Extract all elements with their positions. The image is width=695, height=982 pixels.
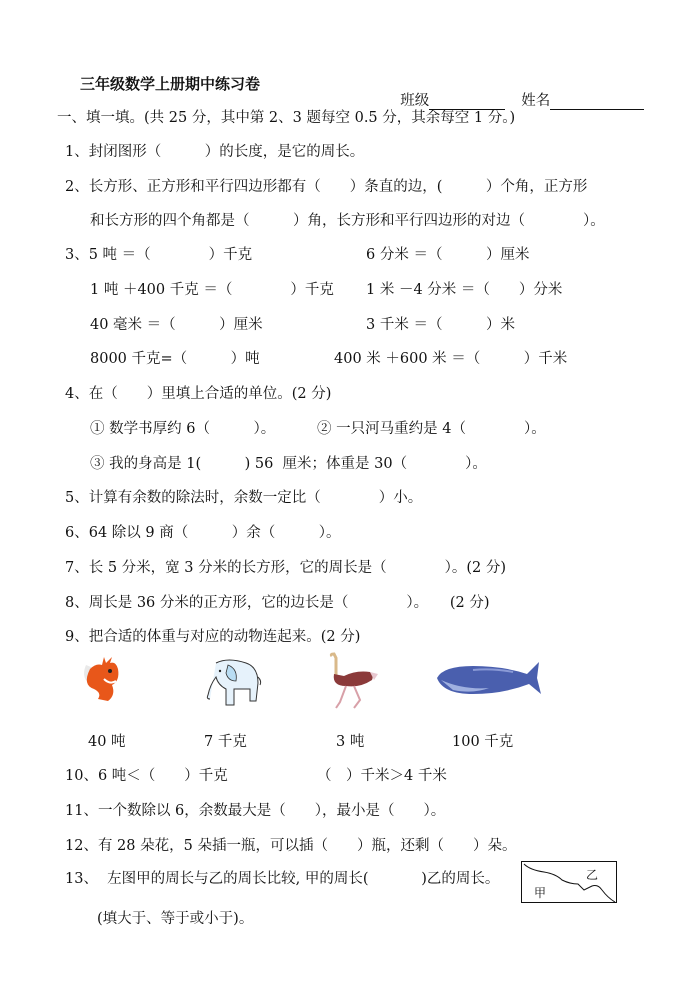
- question-3-r3-right: 3 千米 ＝（ ）米: [366, 317, 515, 333]
- weight-option-4: 100 千克: [452, 734, 514, 750]
- question-2-line1: 2、长方形、正方形和平行四边形都有（ ）条直的边，( ）个角，正方形: [65, 179, 588, 195]
- label-yi: 乙: [586, 868, 599, 882]
- question-10-left: 10、6 吨＜（ ）千克: [65, 768, 228, 784]
- question-3-r1-left: 3、5 吨 ＝（ ）千克: [65, 247, 253, 263]
- ostrich-icon: [326, 652, 380, 712]
- question-8: 8、周长是 36 分米的正方形，它的边长是（ ）。 (2 分): [65, 595, 490, 611]
- whale-icon: [433, 660, 545, 698]
- question-3-r4-left: 8000 千克=（ ）吨: [90, 351, 260, 367]
- name-field: [512, 73, 644, 110]
- elephant-icon: [198, 655, 264, 711]
- name-label: 姓名: [521, 93, 551, 109]
- squirrel-icon: [80, 655, 132, 707]
- class-field: [391, 73, 505, 110]
- question-4-c: ③ 我的身高是 1( ) 56 厘米；体重是 30（ ）。: [90, 456, 487, 472]
- question-6: 6、64 除以 9 商（ ）余（ ）。: [65, 525, 341, 541]
- question-13-line2: (填大于、等于或小于)。: [97, 911, 254, 927]
- question-2-line2: 和长方形的四个角都是（ ）角，长方形和平行四边形的对边（ ）。: [90, 213, 605, 229]
- question-4-stem: 4、在（ ）里填上合适的单位。(2 分): [65, 386, 332, 402]
- class-label: 班级: [400, 93, 430, 109]
- weight-option-2: 7 千克: [204, 734, 247, 750]
- question-3-r2-right: 1 米 －4 分米 ＝（ ）分米: [366, 282, 563, 298]
- page-title: 三年级数学上册期中练习卷: [80, 75, 261, 93]
- class-blank[interactable]: [429, 93, 505, 110]
- question-11: 11、一个数除以 6，余数最大是（ ），最小是（ ）。: [65, 803, 446, 819]
- question-3-r1-right: 6 分米 ＝（ ）厘米: [366, 247, 530, 263]
- weight-option-3: 3 吨: [336, 734, 365, 750]
- question-3-r3-left: 40 毫米 ＝（ ）厘米: [90, 317, 263, 333]
- weight-option-1: 40 吨: [88, 734, 126, 750]
- question-12: 12、有 28 朵花，5 朵插一瓶，可以插（ ）瓶，还剩（ ）朵。: [65, 838, 517, 854]
- label-jia: 甲: [534, 886, 547, 900]
- question-5: 5、计算有余数的除法时，余数一定比（ ）小。: [65, 490, 423, 506]
- question-3-r4-right: 400 米 ＋600 米 ＝（ ）千米: [334, 351, 568, 367]
- question-9-stem: 9、把合适的体重与对应的动物连起来。(2 分): [65, 629, 361, 645]
- question-4-b: ② 一只河马重约是 4（ ）。: [317, 421, 546, 437]
- question-13-line1: 13、 左图甲的周长与乙的周长比较, 甲的周长( )乙的周长。: [65, 871, 500, 887]
- question-1: 1、封闭图形（ ）的长度，是它的周长。: [65, 144, 365, 160]
- name-blank[interactable]: [550, 93, 644, 110]
- section-heading: 一、填一填。(共 25 分，其中第 2、3 题每空 0.5 分，其余每空 1 分。): [57, 110, 516, 126]
- question-7: 7、长 5 分米，宽 3 分米的长方形，它的周长是（ ）。(2 分): [65, 560, 507, 576]
- perimeter-diagram: [521, 861, 617, 903]
- question-3-r2-left: 1 吨 ＋400 千克 ＝（ ）千克: [90, 282, 334, 298]
- question-4-a: ① 数学书厚约 6（ ）。: [90, 421, 276, 437]
- question-10-right: （ ）千米＞4 千米: [317, 768, 447, 784]
